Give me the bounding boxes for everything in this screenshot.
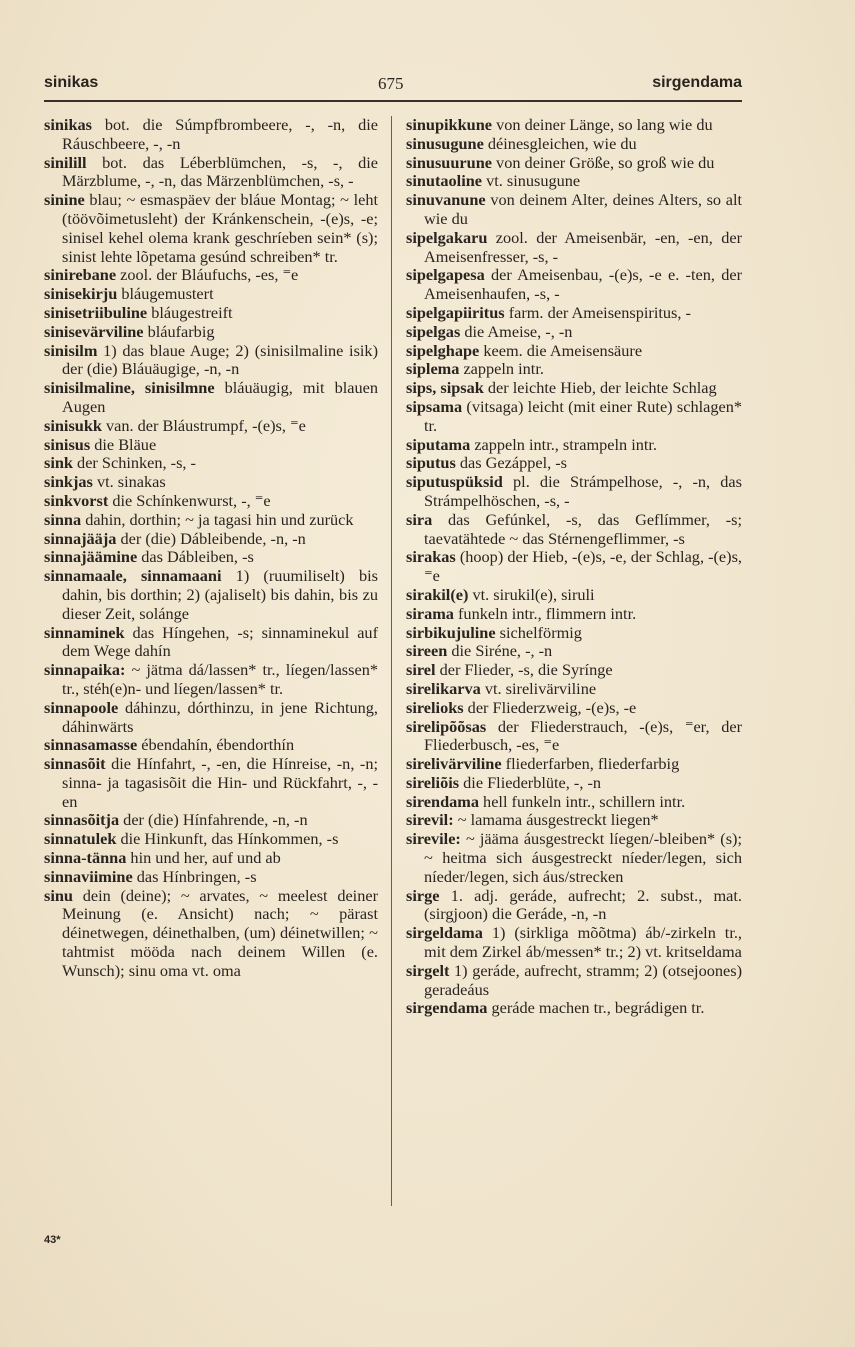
dictionary-entry <box>406 642 742 661</box>
entry-headword: sinnaviimine <box>44 866 133 886</box>
entry-headword: sinusugune <box>406 133 484 153</box>
dictionary-entry <box>406 116 742 135</box>
entry-headword: sinutaoline <box>406 171 483 191</box>
entry-headword: sipelgapiiritus <box>406 302 505 322</box>
entry-definition: bot. die Súmpfbrombeere, -, -n, die Ráuschbeere, -, -n <box>62 115 378 153</box>
entry-headword: sinu <box>44 885 73 905</box>
dictionary-entry <box>406 360 742 379</box>
entry-headword: sinna <box>44 509 82 529</box>
entry-headword: siputuspüksid <box>406 472 503 492</box>
dictionary-entry <box>406 793 742 812</box>
entry-headword: sinusuurune <box>406 152 492 172</box>
entry-headword: siputama <box>406 434 471 454</box>
entry-definition: vt. sirukil(e), siruli <box>468 584 595 604</box>
sheet-signature: 43* <box>44 1234 61 1246</box>
entry-definition: bot. das Léberblümchen, -s, -, die Märzblume, -, -n, das Märzenblümchen, -s, - <box>62 152 378 191</box>
entry-headword: sirelikarva <box>406 678 481 698</box>
entry-headword: sirakil(e) <box>406 584 469 604</box>
entry-headword: sirama <box>406 603 454 623</box>
dictionary-entry <box>406 755 742 774</box>
entry-definition: der Fliederzweig, -(e)s, -e <box>463 697 637 717</box>
entry-headword: siplema <box>406 359 460 379</box>
entry-definition: bláugemustert <box>117 284 214 304</box>
entry-definition: 1. adj. geráde, aufrecht; 2. subst., mat. (sirgjoon) die Geráde, -n, -n <box>424 885 742 924</box>
dictionary-entry <box>406 436 742 455</box>
dictionary-entry <box>406 830 742 886</box>
entry-headword: sirevile: <box>406 829 461 849</box>
dictionary-entry <box>44 755 378 811</box>
entry-definition: 1) (ruumiliselt) bis dahin, bis dorthin; 2) (ajaliselt) bis dahin, bis zu dieser Zeit, solánge <box>62 566 378 623</box>
entry-headword: sireen <box>406 641 448 661</box>
entry-definition: 1) das blaue Auge; 2) (sinisilmaline isik) der (die) Bláuäugige, -n, -n <box>62 340 378 379</box>
dictionary-entry <box>44 624 378 662</box>
entry-definition: sichelförmig <box>495 622 582 642</box>
dictionary-entry <box>406 135 742 154</box>
entry-headword: sinisus <box>44 434 91 454</box>
entry-headword: sinnapoole <box>44 697 119 717</box>
dictionary-entry <box>406 191 742 229</box>
entry-definition: der Fliederstrauch, -(e)s, ⁼er, der Fliederbusch, -es, ⁼e <box>424 716 742 755</box>
entry-headword: sinna-tänna <box>44 848 127 868</box>
entry-headword: sira <box>406 509 433 529</box>
dictionary-entry <box>406 154 742 173</box>
entry-definition: vt. sirelivärviline <box>480 678 597 698</box>
dictionary-entry <box>406 379 742 398</box>
entry-headword: sireliõis <box>406 772 460 792</box>
entry-definition: von deiner Größe, so groß wie du <box>491 152 715 172</box>
entry-headword: sinisetriibuline <box>44 302 148 322</box>
dictionary-entry <box>44 154 378 192</box>
dictionary-entry <box>44 736 378 755</box>
header-last-word: sirgendama <box>652 74 742 91</box>
dictionary-entry <box>406 473 742 511</box>
entry-headword: sipelghape <box>406 340 480 360</box>
entry-definition: bláufarbig <box>143 321 215 341</box>
dictionary-entry <box>406 680 742 699</box>
entry-headword: sipelgas <box>406 321 461 341</box>
dictionary-entry <box>406 323 742 342</box>
entry-definition: die Schínkenwurst, -, ⁼e <box>108 490 271 510</box>
header-first-word: sinikas <box>44 74 99 91</box>
dictionary-entry <box>44 868 378 887</box>
entry-headword: sinisilm <box>44 340 98 360</box>
entry-headword: sirgendama <box>406 998 488 1018</box>
dictionary-entry <box>44 417 378 436</box>
entry-headword: sinisukk <box>44 415 102 435</box>
dictionary-entry <box>44 492 378 511</box>
dictionary-entry <box>406 511 742 549</box>
dictionary-entry <box>44 285 378 304</box>
entry-definition: zool. der Ameisenbär, -en, -en, der Ameisenfresser, -s, - <box>424 227 742 266</box>
entry-definition: von deiner Länge, so lang wie du <box>492 115 713 134</box>
dictionary-entry <box>44 379 378 417</box>
entry-definition: déinesgleichen, wie du <box>483 133 637 153</box>
entry-definition: dein (deine); ~ arvates, ~ meelest deiner Meinung (e. Ansicht) nach; ~ pärast déinetwegen, déinethalben, (um) déinetwillen; ~ tahtmist mööda nach deinem Willen (e. Wunsch); sinu oma vt. oma <box>62 885 378 980</box>
entry-headword: sirakas <box>406 547 456 567</box>
entry-definition: zappeln intr. <box>459 359 544 379</box>
entry-headword: sirge <box>406 885 440 905</box>
entry-definition: die Siréne, -, -n <box>447 641 553 661</box>
entry-headword: sinikas <box>44 115 92 134</box>
dictionary-entry <box>44 567 378 623</box>
entry-definition: das Dábleiben, -s <box>137 547 254 567</box>
entry-headword: sinnaminek <box>44 622 125 642</box>
entry-definition: ~ jätma dá/lassen* tr., líegen/lassen* tr., stéh(e)n- und líegen/lassen* tr. <box>62 660 378 698</box>
entry-definition: bláuäugig, mit blauen Augen <box>62 378 378 416</box>
entry-definition: das Gezáppel, -s <box>455 453 568 473</box>
entry-definition: der leichte Hieb, der leichte Schlag <box>483 378 717 398</box>
right-column <box>406 116 742 1018</box>
entry-definition: vt. sinusugune <box>482 171 581 191</box>
entry-definition: der Schinken, -s, - <box>72 453 196 473</box>
dictionary-entry <box>406 454 742 473</box>
entry-headword: sink <box>44 453 73 473</box>
entry-headword: sirbikujuline <box>406 622 496 642</box>
entry-definition: zool. der Bláufuchs, -es, ⁼e <box>116 265 299 285</box>
dictionary-entry <box>406 999 742 1018</box>
entry-headword: sinisevärviline <box>44 321 144 341</box>
entry-definition: ébendahín, ébendorthín <box>137 735 295 755</box>
dictionary-entry <box>406 774 742 793</box>
dictionary-entry <box>44 887 378 981</box>
entry-headword: sinine <box>44 190 85 210</box>
entry-definition: der (die) Dábleibende, -n, -n <box>116 528 306 548</box>
entry-definition: vt. sinakas <box>92 472 166 492</box>
entry-headword: sinkjas <box>44 472 93 492</box>
entry-headword: sirendama <box>406 791 479 811</box>
entry-definition: ~ jääma áusgestreckt líegen/-bleiben* (s); ~ heitma sich áusgestreckt níeder/legen, sich níeder/legen, sich áus/strecken <box>424 829 742 886</box>
entry-headword: sinnamaale, sinnamaani <box>44 566 222 586</box>
entry-definition: farm. der Ameisenspiritus, - <box>504 302 691 322</box>
dictionary-entry <box>44 548 378 567</box>
dictionary-entry <box>44 830 378 849</box>
entry-headword: sinnasõit <box>44 754 106 774</box>
entry-definition: die Fliederblüte, -, -n <box>459 772 602 792</box>
entry-headword: sinisekirju <box>44 284 118 304</box>
dictionary-entry <box>406 624 742 643</box>
entry-definition: bláugestreift <box>147 302 233 322</box>
entry-definition: pl. die Strámpelhose, -, -n, das Strámpelhöschen, -s, - <box>424 472 742 510</box>
entry-definition: die Hinkunft, das Hínkommen, -s <box>116 829 339 849</box>
entry-definition: der Ameisenbau, -(e)s, -e e. -ten, der Ameisenhaufen, -s, - <box>424 265 742 304</box>
page-number: 675 <box>378 74 404 93</box>
entry-definition: der Flieder, -s, die Syrínge <box>435 660 613 680</box>
entry-headword: sipelgakaru <box>406 227 488 247</box>
dictionary-entry <box>406 172 742 191</box>
entry-headword: sinnasõitja <box>44 810 120 830</box>
dictionary-entry <box>44 511 378 530</box>
entry-definition: die Bläue <box>90 434 157 454</box>
entry-definition: das Gefúnkel, -s, das Geflímmer, -s; taevatähtede ~ das Stérnengeflimmer, -s <box>424 509 742 548</box>
dictionary-entry <box>406 887 742 925</box>
entry-definition: die Ameise, -, -n <box>460 321 573 341</box>
dictionary-entry <box>406 605 742 624</box>
entry-definition: das Híngehen, -s; sinnaminekul auf dem Wege dahín <box>62 622 378 661</box>
entry-headword: sinirebane <box>44 265 117 285</box>
entry-definition: funkeln intr., flimmern intr. <box>453 603 637 623</box>
entry-headword: sinupikkune <box>406 115 492 134</box>
dictionary-entry <box>406 811 742 830</box>
entry-definition: ~ lamama áusgestreckt liegen* <box>453 810 659 830</box>
dictionary-entry <box>406 586 742 605</box>
entry-definition: dahin, dorthin; ~ ja tagasi hin und zurück <box>81 509 354 529</box>
entry-definition: (vitsaga) leicht (mit einer Rute) schlagen* tr. <box>424 396 742 435</box>
dictionary-entry <box>44 436 378 455</box>
entry-definition: hell funkeln intr., schillern intr. <box>478 791 686 811</box>
entry-headword: sinisilmaline, sinisilmne <box>44 378 215 398</box>
entry-headword: sinnapaika: <box>44 660 126 680</box>
entry-definition: 1) (sirkliga mõõtma) áb/-zirkeln tr., mit dem Zirkel áb/messen* tr.; 2) vt. kritseldama <box>424 923 742 962</box>
entry-definition: der (die) Hínfahrende, -n, -n <box>119 810 308 830</box>
dictionary-entry <box>44 323 378 342</box>
entry-headword: sips, sipsak <box>406 378 484 398</box>
entry-headword: sirelioks <box>406 697 464 717</box>
dictionary-entry <box>44 304 378 323</box>
dictionary-entry <box>406 699 742 718</box>
entry-headword: sinnajääja <box>44 528 117 548</box>
dictionary-entry <box>406 924 742 962</box>
entry-definition: 1) geráde, aufrecht, stramm; 2) (otsejoones) geradeáus <box>424 960 742 999</box>
entry-definition: fliederfarben, fliederfarbig <box>501 754 680 774</box>
entry-definition: van. der Bláustrumpf, -(e)s, ⁼e <box>101 415 306 435</box>
entry-headword: sirelivärviline <box>406 754 502 774</box>
entry-definition: die Hínfahrt, -, -en, die Hínreise, -n, -n; sinna- ja tagasisõit die Hin- und Rückfahrt, -, -en <box>62 754 378 811</box>
entry-definition: hin und her, auf und ab <box>126 848 281 868</box>
dictionary-entry <box>44 342 378 380</box>
entry-headword: sinilill <box>44 152 87 172</box>
entry-headword: sinkvorst <box>44 490 109 510</box>
dictionary-entry <box>406 229 742 267</box>
entry-headword: sipsama <box>406 396 463 416</box>
dictionary-entry <box>406 548 742 586</box>
entry-headword: sirel <box>406 660 436 680</box>
entry-definition: geráde machen tr., begrádigen tr. <box>487 998 705 1018</box>
entry-definition: dáhinzu, dórthinzu, in jene Richtung, dáhinwärts <box>62 697 378 736</box>
entry-definition: von deinem Alter, deines Alters, so alt wie du <box>424 190 742 228</box>
entry-headword: sinnatulek <box>44 829 117 849</box>
entry-headword: sirgeldama <box>406 923 483 943</box>
dictionary-entry <box>44 661 378 699</box>
entry-definition: keem. die Ameisensäure <box>479 340 643 360</box>
header-rule <box>44 100 742 102</box>
dictionary-entry <box>44 849 378 868</box>
entry-headword: sirgelt <box>406 960 450 980</box>
entry-headword: sinnajäämine <box>44 547 138 567</box>
dictionary-entry <box>406 266 742 304</box>
entry-definition: das Hínbringen, -s <box>132 866 257 886</box>
dictionary-entry <box>44 116 378 154</box>
dictionary-entry <box>406 962 742 1000</box>
entry-headword: sinnasamasse <box>44 735 138 755</box>
left-column <box>44 116 378 981</box>
entry-headword: sirevil: <box>406 810 454 830</box>
entry-definition: zappeln intr., strampeln intr. <box>470 434 657 454</box>
dictionary-entry <box>44 530 378 549</box>
dictionary-entry <box>44 473 378 492</box>
column-divider <box>391 116 392 1206</box>
dictionary-entry <box>406 718 742 756</box>
entry-headword: siputus <box>406 453 456 473</box>
dictionary-entry <box>44 699 378 737</box>
entry-headword: sirelipõõsas <box>406 716 487 736</box>
running-header <box>44 74 742 96</box>
dictionary-entry <box>406 398 742 436</box>
dictionary-entry <box>406 342 742 361</box>
entry-headword: sinuvanune <box>406 190 486 210</box>
dictionary-entry <box>406 304 742 323</box>
entry-definition: (hoop) der Hieb, -(e)s, -e, der Schlag, -(e)s, ⁼e <box>424 547 742 586</box>
dictionary-entry <box>406 661 742 680</box>
dictionary-entry <box>44 191 378 266</box>
entry-headword: sipelgapesa <box>406 265 485 285</box>
dictionary-entry <box>44 266 378 285</box>
entry-definition: blau; ~ esmaspäev der bláue Montag; ~ leht (töövõimetusleht) der Kránkenschein, -(e)s, -e; sinisel kehel olema krank geschríeben sein* (s); sinist lehte lõpetama gesúnd schreiben* tr. <box>62 190 378 266</box>
dictionary-entry <box>44 454 378 473</box>
dictionary-entry <box>44 811 378 830</box>
